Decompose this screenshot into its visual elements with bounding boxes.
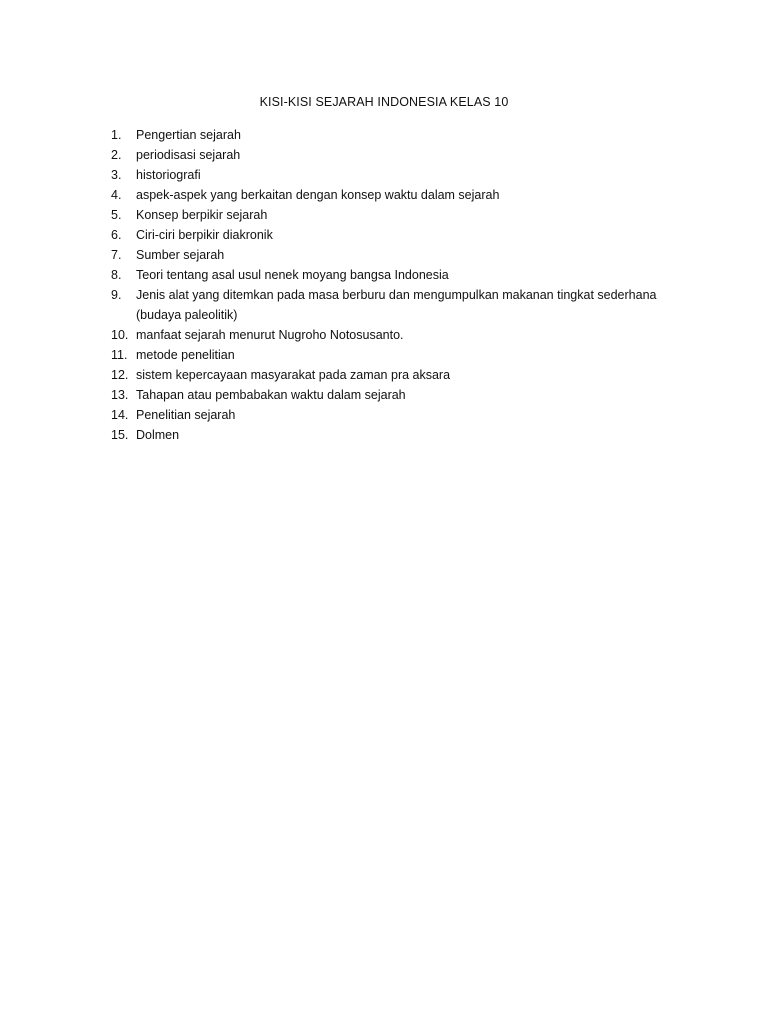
item-text: Teori tentang asal usul nenek moyang bangsa Indonesia xyxy=(136,268,449,282)
item-text: sistem kepercayaan masyarakat pada zaman pra aksara xyxy=(136,368,451,382)
item-text: Penelitian sejarah xyxy=(136,408,236,422)
item-text: Sumber sejarah xyxy=(136,248,225,262)
document-title: KISI-KISI SEJARAH INDONESIA KELAS 10 xyxy=(259,95,509,109)
list-item xyxy=(111,265,681,285)
item-number: 13. xyxy=(111,388,129,402)
list-item xyxy=(111,245,681,265)
item-text: Jenis alat yang ditemkan pada masa berburu dan mengumpulkan makanan tingkat sederhana (budaya paleolitik) xyxy=(136,288,657,322)
item-number: 7. xyxy=(111,248,122,262)
list-item xyxy=(111,345,681,365)
item-text: historiografi xyxy=(136,168,201,182)
item-number: 5. xyxy=(111,208,122,222)
list-item xyxy=(111,185,681,205)
item-number: 11. xyxy=(111,348,128,362)
item-number: 3. xyxy=(111,168,122,182)
item-number: 12. xyxy=(111,368,129,382)
item-text: periodisasi sejarah xyxy=(136,148,241,162)
item-number: 15. xyxy=(111,428,129,442)
item-number: 1. xyxy=(111,128,122,142)
topic-list xyxy=(111,125,681,445)
item-number: 8. xyxy=(111,268,122,282)
item-number: 6. xyxy=(111,228,122,242)
list-item xyxy=(111,385,681,405)
list-item xyxy=(111,225,681,245)
item-text: Dolmen xyxy=(136,428,180,442)
item-number: 2. xyxy=(111,148,122,162)
item-number: 14. xyxy=(111,408,129,422)
item-text: Konsep berpikir sejarah xyxy=(136,208,268,222)
list-item xyxy=(111,145,681,165)
list-item xyxy=(111,405,681,425)
list-item xyxy=(111,425,681,445)
item-text: Pengertian sejarah xyxy=(136,128,241,142)
item-text: manfaat sejarah menurut Nugroho Notosusanto. xyxy=(136,328,404,342)
item-text: Ciri-ciri berpikir diakronik xyxy=(136,228,273,242)
item-text: metode penelitian xyxy=(136,348,235,362)
item-text: aspek-aspek yang berkaitan dengan konsep waktu dalam sejarah xyxy=(136,188,500,202)
list-item xyxy=(111,165,681,185)
list-item xyxy=(111,125,681,145)
list-item xyxy=(111,285,681,325)
list-item xyxy=(111,205,681,225)
list-item xyxy=(111,365,681,385)
item-number: 9. xyxy=(111,288,122,302)
item-number: 4. xyxy=(111,188,122,202)
item-number: 10. xyxy=(111,328,129,342)
list-item xyxy=(111,325,681,345)
item-text: Tahapan atau pembabakan waktu dalam sejarah xyxy=(136,388,406,402)
